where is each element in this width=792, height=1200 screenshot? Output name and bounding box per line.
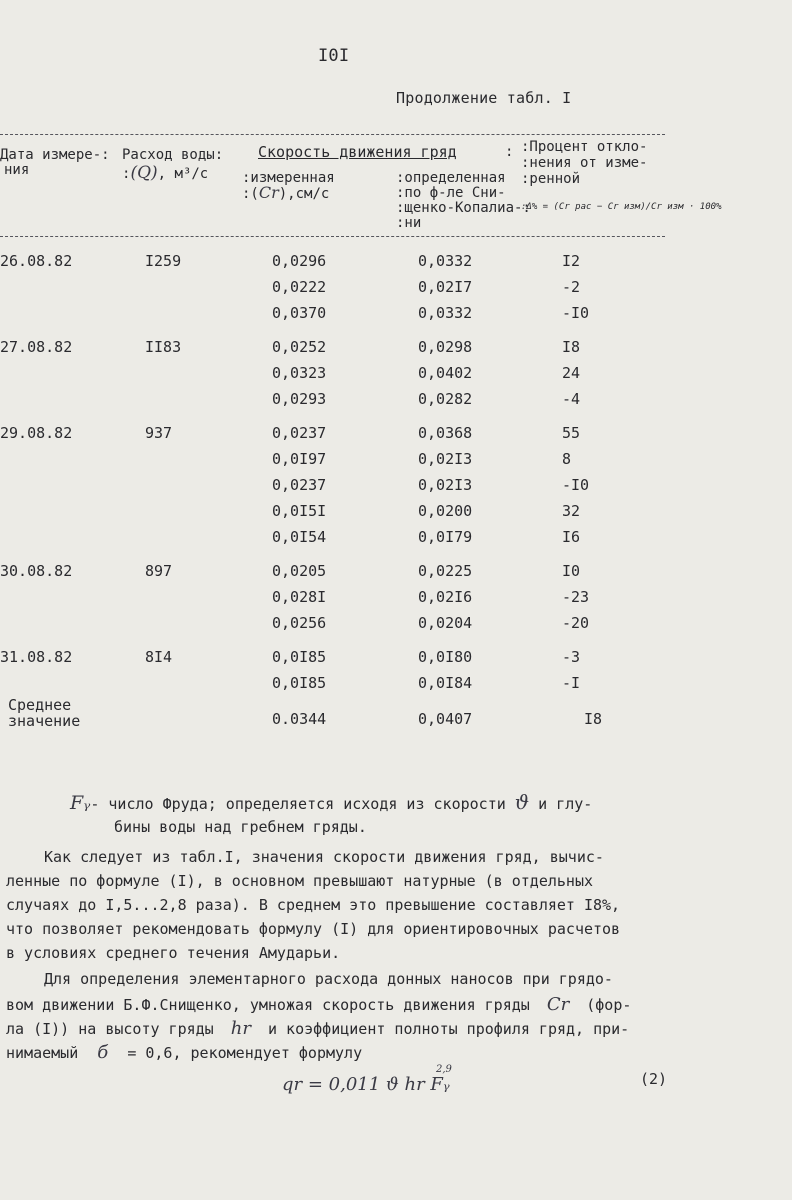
row-percent: -4 <box>562 390 581 408</box>
row-measured: 0,0I54 <box>272 528 327 546</box>
paragraph1-line1: Как следует из табл.I, значения скорости движения гряд, вычис- <box>44 848 604 866</box>
row-measured: 0,0252 <box>272 338 327 356</box>
froude-text: - число Фруда; определяется исходя из скорости <box>90 795 506 813</box>
row-date: 27.08.82 <box>0 338 73 356</box>
page-number: I0I <box>318 46 350 66</box>
row-percent: -2 <box>562 278 581 296</box>
paragraph2-line1: Для определения элементарного расхода донных наносов при грядо- <box>44 970 613 988</box>
row-date: 26.08.82 <box>0 252 73 270</box>
row-flow: II83 <box>145 338 182 356</box>
row-measured: 0,0237 <box>272 476 327 494</box>
header-measured-line2 <box>242 185 329 202</box>
header-formula-line2: :по ф-ле Сни- <box>396 185 506 201</box>
paragraph1-line4: что позволяет рекомендовать формулу (I) для ориентировочных расчетов <box>6 920 621 938</box>
header-pct-line1: :Процент откло- <box>521 139 648 155</box>
header-speed-group: Скорость движения гряд <box>258 143 457 161</box>
row-computed: 0,0225 <box>418 562 473 580</box>
header-pct-line2: :нения от изме- <box>521 155 648 171</box>
hr-symbol: hr <box>230 1018 251 1039</box>
row-computed: 0,0368 <box>418 424 473 442</box>
row-flow: I259 <box>145 252 182 270</box>
row-percent: -I0 <box>562 476 590 494</box>
row-computed: 0,0332 <box>418 252 473 270</box>
mean-percent: I8 <box>584 710 603 728</box>
header-measured-line1: :измеренная <box>242 170 335 186</box>
mean-measured: 0.0344 <box>272 710 327 728</box>
row-measured: 0,0I85 <box>272 674 327 692</box>
row-computed: 0,0402 <box>418 364 473 382</box>
header-flow-line2: :(Q), м³/с <box>122 163 209 183</box>
row-computed: 0,02I3 <box>418 450 473 468</box>
row-computed: 0,0I80 <box>418 648 473 666</box>
froude-line1 <box>70 790 592 814</box>
row-percent: 24 <box>562 364 581 382</box>
mean-label-line1: Среднее <box>8 696 72 714</box>
measured-symbol: Cr <box>258 183 279 202</box>
paragraph1-line3: случаях до I,5...2,8 раза). В среднем это превышение составляет I8%, <box>6 896 621 914</box>
header-formula-line4: :ни <box>396 215 422 231</box>
row-percent: I8 <box>562 338 581 356</box>
row-measured: 0,0293 <box>272 390 327 408</box>
header-date-line2: ния <box>4 162 30 178</box>
row-measured: 0,0296 <box>272 252 327 270</box>
p2-line4-end: = 0,6, рекомендует формулу <box>127 1044 363 1062</box>
row-percent: -I <box>562 674 581 692</box>
row-flow: 937 <box>145 424 173 442</box>
row-percent: I2 <box>562 252 581 270</box>
p2-line3-text: ла (I)) на высоту гряды <box>6 1020 214 1038</box>
flow-symbol: (Q) <box>130 163 158 183</box>
continuation-label: Продолжение табл. I <box>396 89 572 107</box>
header-speed-colon: : <box>505 144 514 160</box>
row-computed: 0,02I6 <box>418 588 473 606</box>
paragraph2-line3 <box>6 1018 629 1039</box>
velocity-symbol: ϑ <box>514 790 530 814</box>
row-computed: 0,0204 <box>418 614 473 632</box>
row-percent: 32 <box>562 502 581 520</box>
formula-2-number: (2) <box>640 1070 668 1088</box>
flow-unit: , м³/с <box>157 166 209 182</box>
paragraph2-line4 <box>6 1042 362 1063</box>
froude-line2: бины воды над гребнем гряды. <box>114 818 367 836</box>
header-formula-line3: :щенко-Копалиа-: <box>396 200 531 216</box>
formula-2-exponent: 2,9 <box>436 1064 452 1075</box>
row-measured: 0,0370 <box>272 304 327 322</box>
row-computed: 0,02I7 <box>418 278 473 296</box>
row-percent: 55 <box>562 424 581 442</box>
sigma-symbol: б <box>97 1042 109 1063</box>
p2-line2-text: вом движении Б.Ф.Снищенко, умножая скорость движения гряды <box>6 996 530 1014</box>
row-percent: 8 <box>562 450 572 468</box>
header-formula-line1: :определенная <box>396 170 506 186</box>
p2-line3-end: и коэффициент полноты профиля гряд, при- <box>267 1020 630 1038</box>
row-computed: 0,0332 <box>418 304 473 322</box>
row-date: 31.08.82 <box>0 648 73 666</box>
p2-line4-text: нимаемый <box>6 1044 79 1062</box>
row-flow: 8I4 <box>145 648 173 666</box>
table-top-rule <box>0 134 665 135</box>
row-computed: 0,0298 <box>418 338 473 356</box>
row-computed: 0,0I84 <box>418 674 473 692</box>
row-computed: 0,02I3 <box>418 476 473 494</box>
mean-label-line2: значение <box>8 712 81 730</box>
row-percent: I0 <box>562 562 581 580</box>
paragraph1-line5: в условиях среднего течения Амударьи. <box>6 944 341 962</box>
row-percent: -23 <box>562 588 590 606</box>
header-pct-formula: :Δ% = (Cr рас − Cr изм)/Cr изм · 100% <box>521 202 722 212</box>
froude-symbol: Fᵧ <box>70 792 91 814</box>
row-measured: 0,0222 <box>272 278 327 296</box>
row-percent: -20 <box>562 614 590 632</box>
row-date: 30.08.82 <box>0 562 73 580</box>
row-computed: 0,0200 <box>418 502 473 520</box>
row-flow: 897 <box>145 562 173 580</box>
row-measured: 0,0205 <box>272 562 327 580</box>
row-measured: 0,0I85 <box>272 648 327 666</box>
header-date-line1: Дата измере-: <box>0 147 110 163</box>
table-header-rule <box>0 236 665 237</box>
paragraph1-line2: ленные по формуле (I), в основном превышают натурные (в отдельных <box>6 872 593 890</box>
row-computed: 0,0282 <box>418 390 473 408</box>
row-measured: 0,0256 <box>272 614 327 632</box>
row-percent: -I0 <box>562 304 590 322</box>
measured-unit: ),см/с <box>278 186 330 202</box>
row-date: 29.08.82 <box>0 424 73 442</box>
row-percent: -3 <box>562 648 581 666</box>
froude-text-end: и глу- <box>538 795 593 813</box>
row-percent: I6 <box>562 528 581 546</box>
cr-symbol: Cr <box>546 994 570 1015</box>
p2-line2-end: (фор- <box>586 996 632 1014</box>
row-measured: 0,0237 <box>272 424 327 442</box>
row-measured: 0,0I97 <box>272 450 327 468</box>
measured-open: :( <box>242 186 259 202</box>
paragraph2-line2 <box>6 994 631 1015</box>
row-measured: 0,0323 <box>272 364 327 382</box>
formula-2: qr = 0,011 ϑ hr Fᵧ <box>282 1074 450 1095</box>
header-pct-line3: :ренной <box>521 171 581 187</box>
row-measured: 0,028I <box>272 588 327 606</box>
row-measured: 0,0I5I <box>272 502 327 520</box>
header-flow-line1: Расход воды: <box>122 147 224 163</box>
row-computed: 0,0I79 <box>418 528 473 546</box>
mean-computed: 0,0407 <box>418 710 473 728</box>
